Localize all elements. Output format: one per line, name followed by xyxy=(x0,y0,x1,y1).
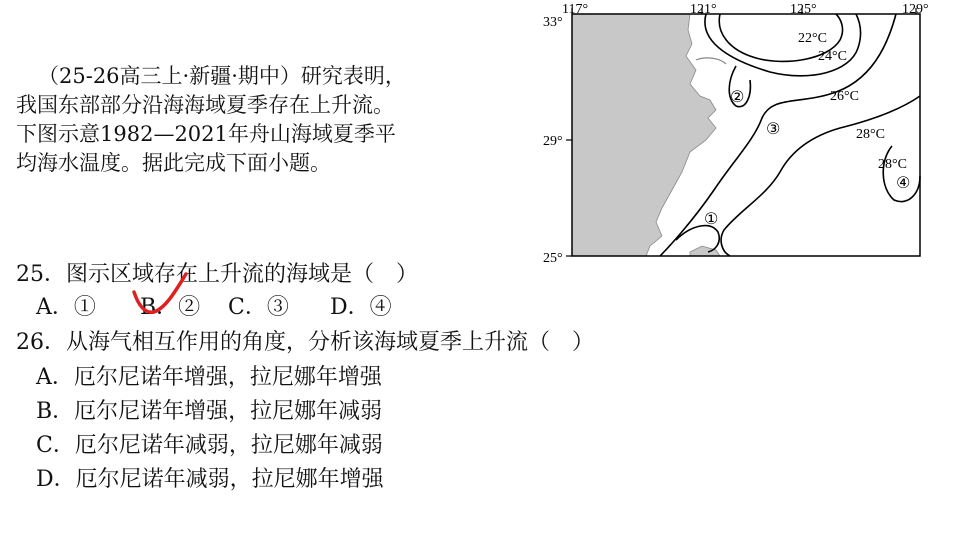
intro-line: 我国东部部分沿海海域夏季存在上升流。 xyxy=(16,93,394,117)
intro-paragraph xyxy=(16,62,506,178)
isotherm-label: 22°C xyxy=(798,31,827,46)
question-25-options xyxy=(36,290,392,321)
option-a[interactable]: A．① xyxy=(36,295,96,320)
option-d[interactable]: D．厄尔尼诺年减弱，拉尼娜年增强 xyxy=(36,467,384,492)
isotherm-label: 28°C xyxy=(856,127,885,142)
option-b[interactable]: B．厄尔尼诺年增强，拉尼娜年减弱 xyxy=(36,399,383,424)
red-check-mark xyxy=(126,270,196,320)
zhoushan-sst-map xyxy=(540,0,940,270)
region-label: ② xyxy=(730,87,745,106)
option-a[interactable]: A．厄尔尼诺年增强，拉尼娜年增强 xyxy=(36,365,382,390)
lon-label: 117° xyxy=(562,2,589,17)
option-c[interactable]: C．厄尔尼诺年减弱，拉尼娜年减弱 xyxy=(36,433,383,458)
lon-label: 125° xyxy=(790,2,817,17)
intro-line: 均海水温度。据此完成下面小题。 xyxy=(16,151,331,175)
isotherm-label: 26°C xyxy=(830,89,859,104)
river-mouth xyxy=(696,58,726,64)
question-26-stem: 26．从海气相互作用的角度，分析该海域夏季上升流（ ） xyxy=(16,330,594,355)
lat-label: 29° xyxy=(543,134,563,149)
option-c[interactable]: C．③ xyxy=(228,295,289,320)
lat-label: 25° xyxy=(543,251,563,266)
isotherm-label: 24°C xyxy=(818,49,847,64)
question-25-stem: 25．图示区域存在上升流的海域是（ ） xyxy=(16,262,418,287)
region-label: ④ xyxy=(896,173,911,192)
lon-label: 129° xyxy=(902,2,929,17)
region-label: ③ xyxy=(766,119,781,138)
intro-line: （25-26高三上·新疆·期中）研究表明， xyxy=(38,64,406,88)
lon-label: 121° xyxy=(690,2,717,17)
intro-line: 下图示意1982—2021年舟山海域夏季平 xyxy=(16,122,396,146)
option-d[interactable]: D．④ xyxy=(330,295,392,320)
lat-label: 33° xyxy=(543,15,563,30)
region-label: ① xyxy=(704,209,719,228)
isotherm-label: 28°C xyxy=(878,157,907,172)
land-area xyxy=(572,14,719,256)
isotherm-28 xyxy=(721,96,920,256)
option-b[interactable]: B．② xyxy=(140,295,201,320)
